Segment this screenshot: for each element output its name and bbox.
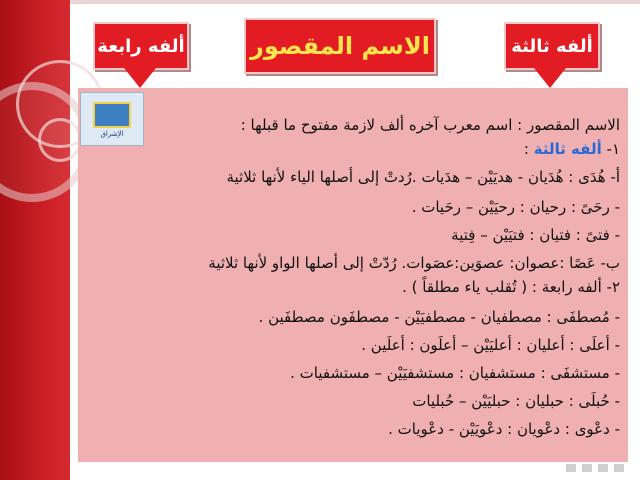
section2-heading: ٢- ألفه رابعة : ( تُقلب ياء مطلقاً ) . [402,278,620,296]
section1-title: ألفه ثالثة [533,140,602,158]
item-aala: - أعلَى : أعليان : أعليَيْن – أعلَون : أعلَين . [361,336,620,354]
definition-line: الاسم المقصور : اسم معرب آخره ألف لازمة مفتوح ما قبلها : [240,116,620,134]
section1-number: ١- [606,140,620,158]
item-fata: - فتىً : فتيان : فتيَيْن – فِتية [451,226,620,244]
item-asa: ب- عَصًا :عصوان: عصوَين:عصَوات. رُدّتْ إلى أصلها الواو لأنها ثلاثية [208,254,620,272]
slide-nav[interactable] [566,464,624,472]
left-decorative-strip [0,0,70,480]
section1-heading [524,140,620,158]
item-hubla: - حُبلَى : حبليان : حبليَيْن – حُبليات [412,392,620,410]
header-right-label: ألفه ثالثة [511,35,593,57]
decorative-ring [38,118,82,162]
logo-caption: الإشراق [100,130,124,138]
item-huda: أ- هُدَى : هُدَيان - هديَيْن – هدَيات .رُدتْ إلى أصلها الياء لأنها ثلاثية [226,168,620,186]
menu-icon[interactable] [598,464,608,472]
item-dawa: - دعْوى : دعْويان : دعْويَيْن - دعْويات . [388,420,620,438]
top-stripe [70,0,640,4]
down-arrow-icon [124,68,156,88]
item-mustafa: - مُصطفَى : مصطفيان - مصطفيَيْن - مصطفَون مصطفَين . [258,308,620,326]
logo [80,92,144,146]
item-raha: - رحَىً : رحيان : رحيَيْن – رحَيات . [411,198,620,216]
page-title-box [244,18,436,74]
book-icon [93,102,131,128]
section1-colon: : [523,140,529,158]
item-mustashfa: - مستشفَى : مستشفيان : مستشفيَيْن – مستشفيات . [290,364,620,382]
down-arrow-icon [534,68,566,88]
header-left-label: ألفه رابعة [97,35,185,57]
edit-icon[interactable] [582,464,592,472]
next-slide-icon[interactable] [614,464,624,472]
page-title: الاسم المقصور [250,32,430,60]
header-third-alif-box [504,22,600,70]
header-fourth-alif-box [93,22,189,70]
prev-slide-icon[interactable] [566,464,576,472]
